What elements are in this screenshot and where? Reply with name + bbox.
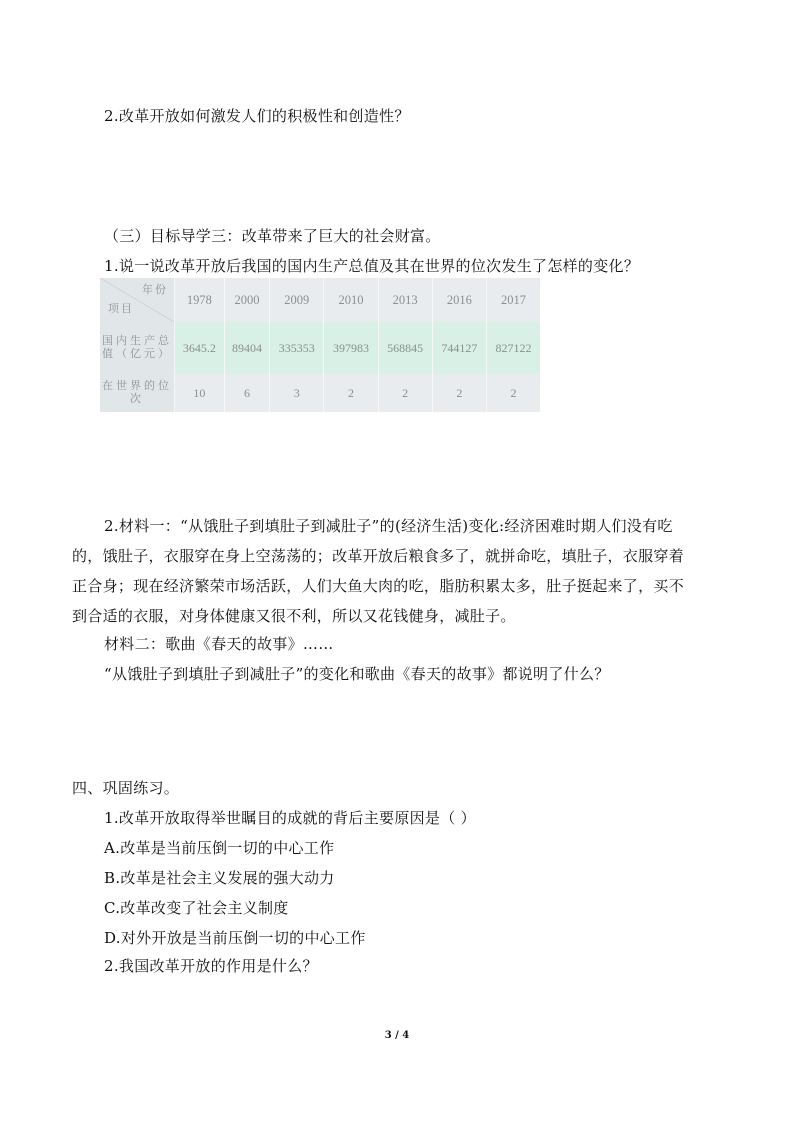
- gdp-value-cell: 397983: [324, 322, 378, 374]
- rank-row-label: 在世界的位次: [100, 374, 175, 412]
- year-cell: 2013: [378, 278, 432, 322]
- year-cell: 2016: [432, 278, 486, 322]
- gdp-value-cell: 568845: [378, 322, 432, 374]
- year-cell: 2000: [224, 278, 269, 322]
- exercise-1-option-a: A.改革是当前压倒一切的中心工作: [104, 839, 335, 857]
- gdp-value-cell: 335353: [270, 322, 324, 374]
- year-cell: 2010: [324, 278, 378, 322]
- materials-question: “从饿肚子到填肚子到减肚子”的变化和歌曲《春天的故事》都说明了什么？: [104, 665, 610, 683]
- question-3-1-gdp: 1.说一说改革开放后我国的国内生产总值及其在世界的位次发生了怎样的变化？: [104, 257, 640, 275]
- year-cell: 1978: [175, 278, 225, 322]
- gdp-row-label: 国内生产总值（亿元）: [100, 322, 175, 374]
- gdp-value-cell: 827122: [486, 322, 540, 374]
- rank-value-cell: 2: [432, 374, 486, 412]
- material-1-line-4: 到合适的衣服，对身体健康又很不利，所以又花钱健身，减肚子。: [72, 607, 516, 625]
- gdp-value-cell: 3645.2: [175, 322, 225, 374]
- exercise-1-option-b: B.改革是社会主义发展的强大动力: [104, 869, 335, 887]
- gdp-table: [100, 278, 540, 412]
- question-2-reform-motivation: 2.改革开放如何激发人们的积极性和创造性？: [104, 107, 410, 125]
- corner-label-year: 年份: [142, 284, 168, 296]
- section-3-title: （三）目标导学三：改革带来了巨大的社会财富。: [104, 227, 441, 245]
- page-number: 3 / 4: [384, 1030, 410, 1041]
- gdp-table-corner: [100, 278, 175, 322]
- corner-label-item: 项目: [108, 303, 134, 315]
- gdp-table-image: [100, 278, 540, 412]
- rank-value-cell: 10: [175, 374, 225, 412]
- material-1-line-3: 正合身；现在经济繁荣市场活跃，人们大鱼大肉的吃，脂肪积累太多，肚子挺起来了，买不: [72, 577, 685, 595]
- year-cell: 2017: [486, 278, 540, 322]
- exercise-1-option-c: C.改革改变了社会主义制度: [104, 899, 289, 917]
- rank-value-cell: 6: [224, 374, 269, 412]
- material-1-line-2: 的，饿肚子，衣服穿在身上空荡荡的；改革开放后粮食多了，就拼命吃，填肚子，衣服穿着: [72, 547, 685, 565]
- material-1-line-1: 2.材料一：“从饿肚子到填肚子到减肚子”的(经济生活)变化:经济困难时期人们没有吃: [104, 517, 673, 535]
- rank-value-cell: 2: [378, 374, 432, 412]
- exercise-1-question: 1.改革开放取得举世瞩目的成就的背后主要原因是（ ）: [104, 809, 476, 827]
- exercise-2-question: 2.我国改革开放的作用是什么？: [104, 957, 318, 975]
- rank-value-cell: 2: [324, 374, 378, 412]
- rank-value-cell: 2: [486, 374, 540, 412]
- rank-value-cell: 3: [270, 374, 324, 412]
- gdp-value-cell: 89404: [224, 322, 269, 374]
- gdp-value-cell: 744127: [432, 322, 486, 374]
- material-2: 材料二：歌曲《春天的故事》……: [104, 635, 334, 653]
- gdp-table-gdp-row: [100, 322, 540, 374]
- exercise-1-option-d: D.对外开放是当前压倒一切的中心工作: [104, 929, 366, 947]
- section-4-title: 四、巩固练习。: [72, 779, 180, 797]
- gdp-table-rank-row: [100, 374, 540, 412]
- year-cell: 2009: [270, 278, 324, 322]
- gdp-table-header-row: [100, 278, 540, 322]
